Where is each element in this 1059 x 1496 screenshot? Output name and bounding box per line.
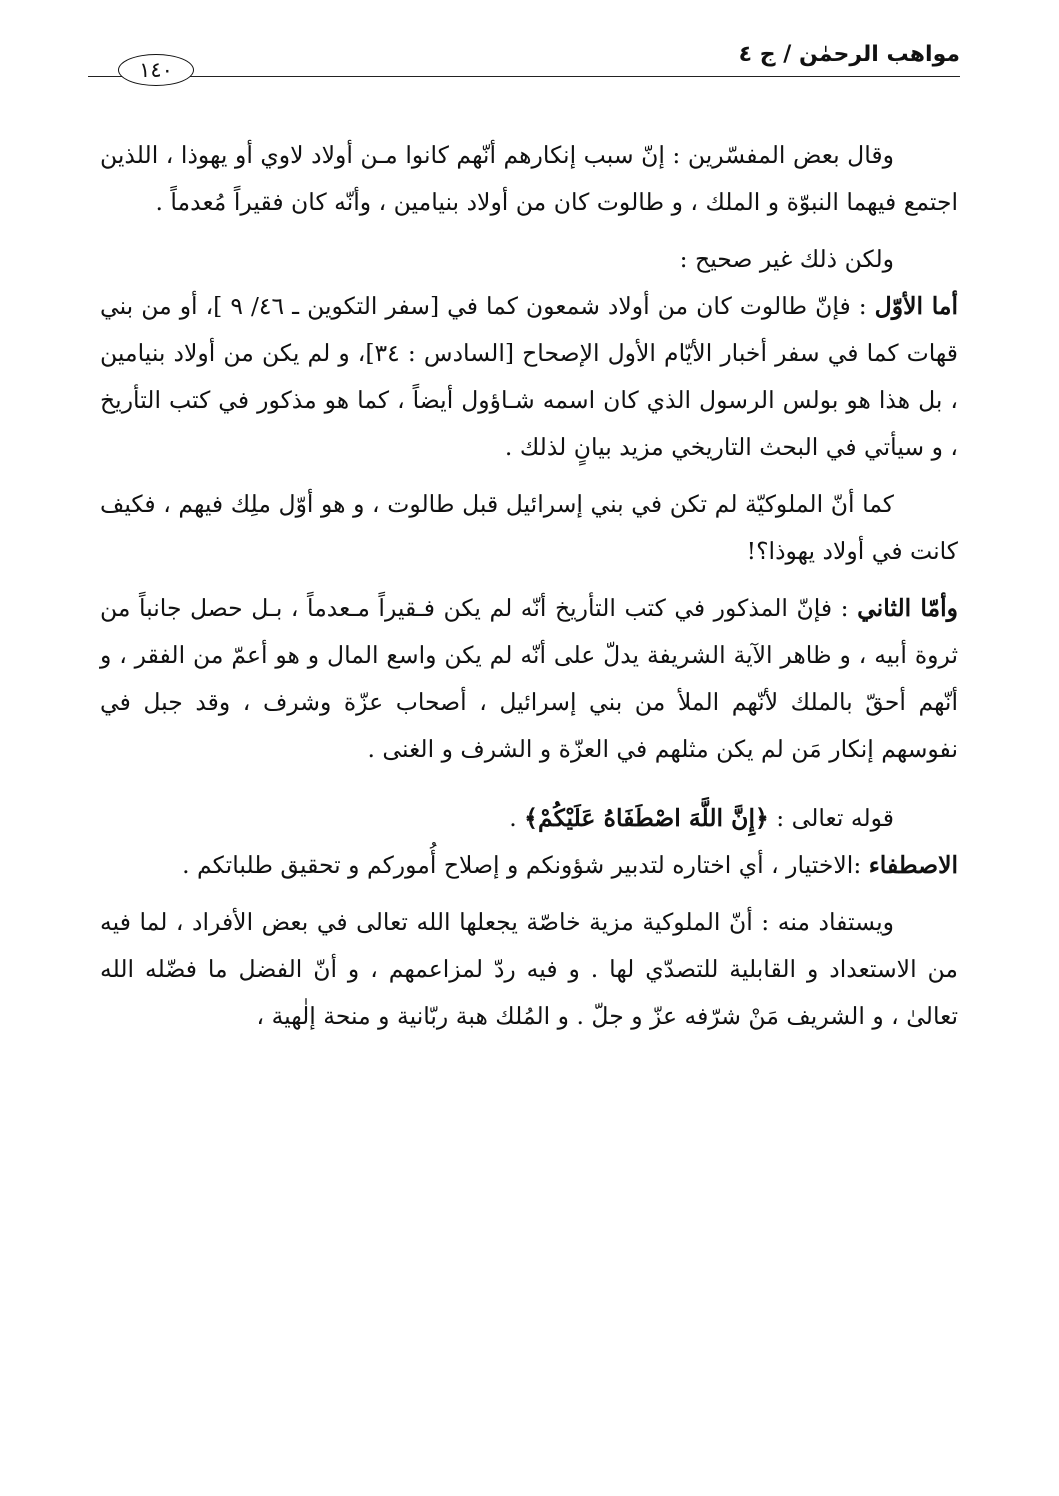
paragraph bbox=[100, 481, 958, 575]
paragraph bbox=[100, 283, 958, 471]
paragraph-text: : فإنّ المذكور في كتب التأريخ أنّه لم يكن فـقيراً مـعدماً ، بـل حصل جانباً من ثروة أبيه ، و ظاهر الآية الشريفة يدلّ على أنّه لم يكن واسع المال و هو أعمّ من الفقر ، و أنّهم أحقّ بالملك لأنّهم الملأ من بني إسرائيل ، أصحاب عزّة وشرف ، وقد جبل في نفوسهم إنكار مَن لم يكن مثلهم في العزّة و الشرف و الغنى . bbox=[100, 594, 958, 763]
paragraph bbox=[100, 585, 958, 773]
paragraph bbox=[100, 899, 958, 1040]
paragraph-tail: . bbox=[509, 804, 525, 832]
paragraph-lead: الاصطفاء bbox=[868, 851, 958, 879]
running-title: مواهب الرحمٰن / ج ٤ bbox=[738, 42, 960, 67]
paragraph-text: ولكن ذلك غير صحيح : bbox=[679, 245, 894, 273]
paragraph bbox=[100, 842, 958, 889]
paragraph bbox=[100, 236, 958, 283]
paragraph-text: ويستفاد منه : أنّ الملوكية مزية خاصّة يجعلها الله تعالى في بعض الأفراد ، لما فيه من الاستعداد و القابلية للتصدّي لها . و فيه ردّ لمزاعمهم ، و أنّ الفضل ما فضّله الله تعالىٰ ، و الشريف مَنْ شرّفه عزّ و جلّ . و المُلك هبة ربّانية و منحة إلٰهية ، bbox=[100, 908, 958, 1030]
page-body bbox=[100, 132, 958, 1040]
paragraph-text: :الاختيار ، أي اختاره لتدبير شؤونكم و إصلاح أُموركم و تحقيق طلباتكم . bbox=[182, 851, 869, 879]
paragraph-text: : فإنّ طالوت كان من أولاد شمعون كما في [سفر التكوين ـ ٤٦/ ٩ ]، أو من بني قهات كما في سفر أخبار الأيّام الأول الإصحاح [السادس : ٣٤]، و لم يكن من أولاد بنيامين ، بل هذا هو بولس الرسول الذي كان اسمه شـاؤول أيضاً ، كما هو مذكور في كتب التأريخ ، و سيأتي في البحث التاريخي مزيد بيانٍ لذلك . bbox=[100, 292, 958, 461]
page-number: ١٤٠ bbox=[118, 54, 194, 86]
page-header bbox=[88, 40, 960, 88]
paragraph-lead: وأمّا الثاني bbox=[857, 594, 958, 622]
paragraph-text: كما أنّ الملوكيّة لم تكن في بني إسرائيل قبل طالوت ، و هو أوّل ملِك فيهم ، فكيف كانت في أولاد يهوذا؟! bbox=[100, 490, 958, 565]
paragraph-text: قوله تعالى : bbox=[768, 804, 894, 832]
paragraph-text: وقال بعض المفسّرين : إنّ سبب إنكارهم أنّهم كانوا مـن أولاد لاوي أو يهوذا ، اللذين اجتمع فيهما النبوّة و الملك ، و طالوت كان من أولاد بنيامين ، وأنّه كان فقيراً مُعدماً . bbox=[100, 141, 958, 216]
paragraph bbox=[100, 132, 958, 226]
paragraph-lead: أما الأوّل bbox=[874, 292, 959, 320]
paragraph bbox=[100, 795, 958, 842]
quran-verse: ﴿إِنَّ اللَّهَ اصْطَفَاهُ عَلَيْكُمْ﴾ bbox=[524, 804, 769, 832]
header-rule bbox=[88, 76, 960, 77]
